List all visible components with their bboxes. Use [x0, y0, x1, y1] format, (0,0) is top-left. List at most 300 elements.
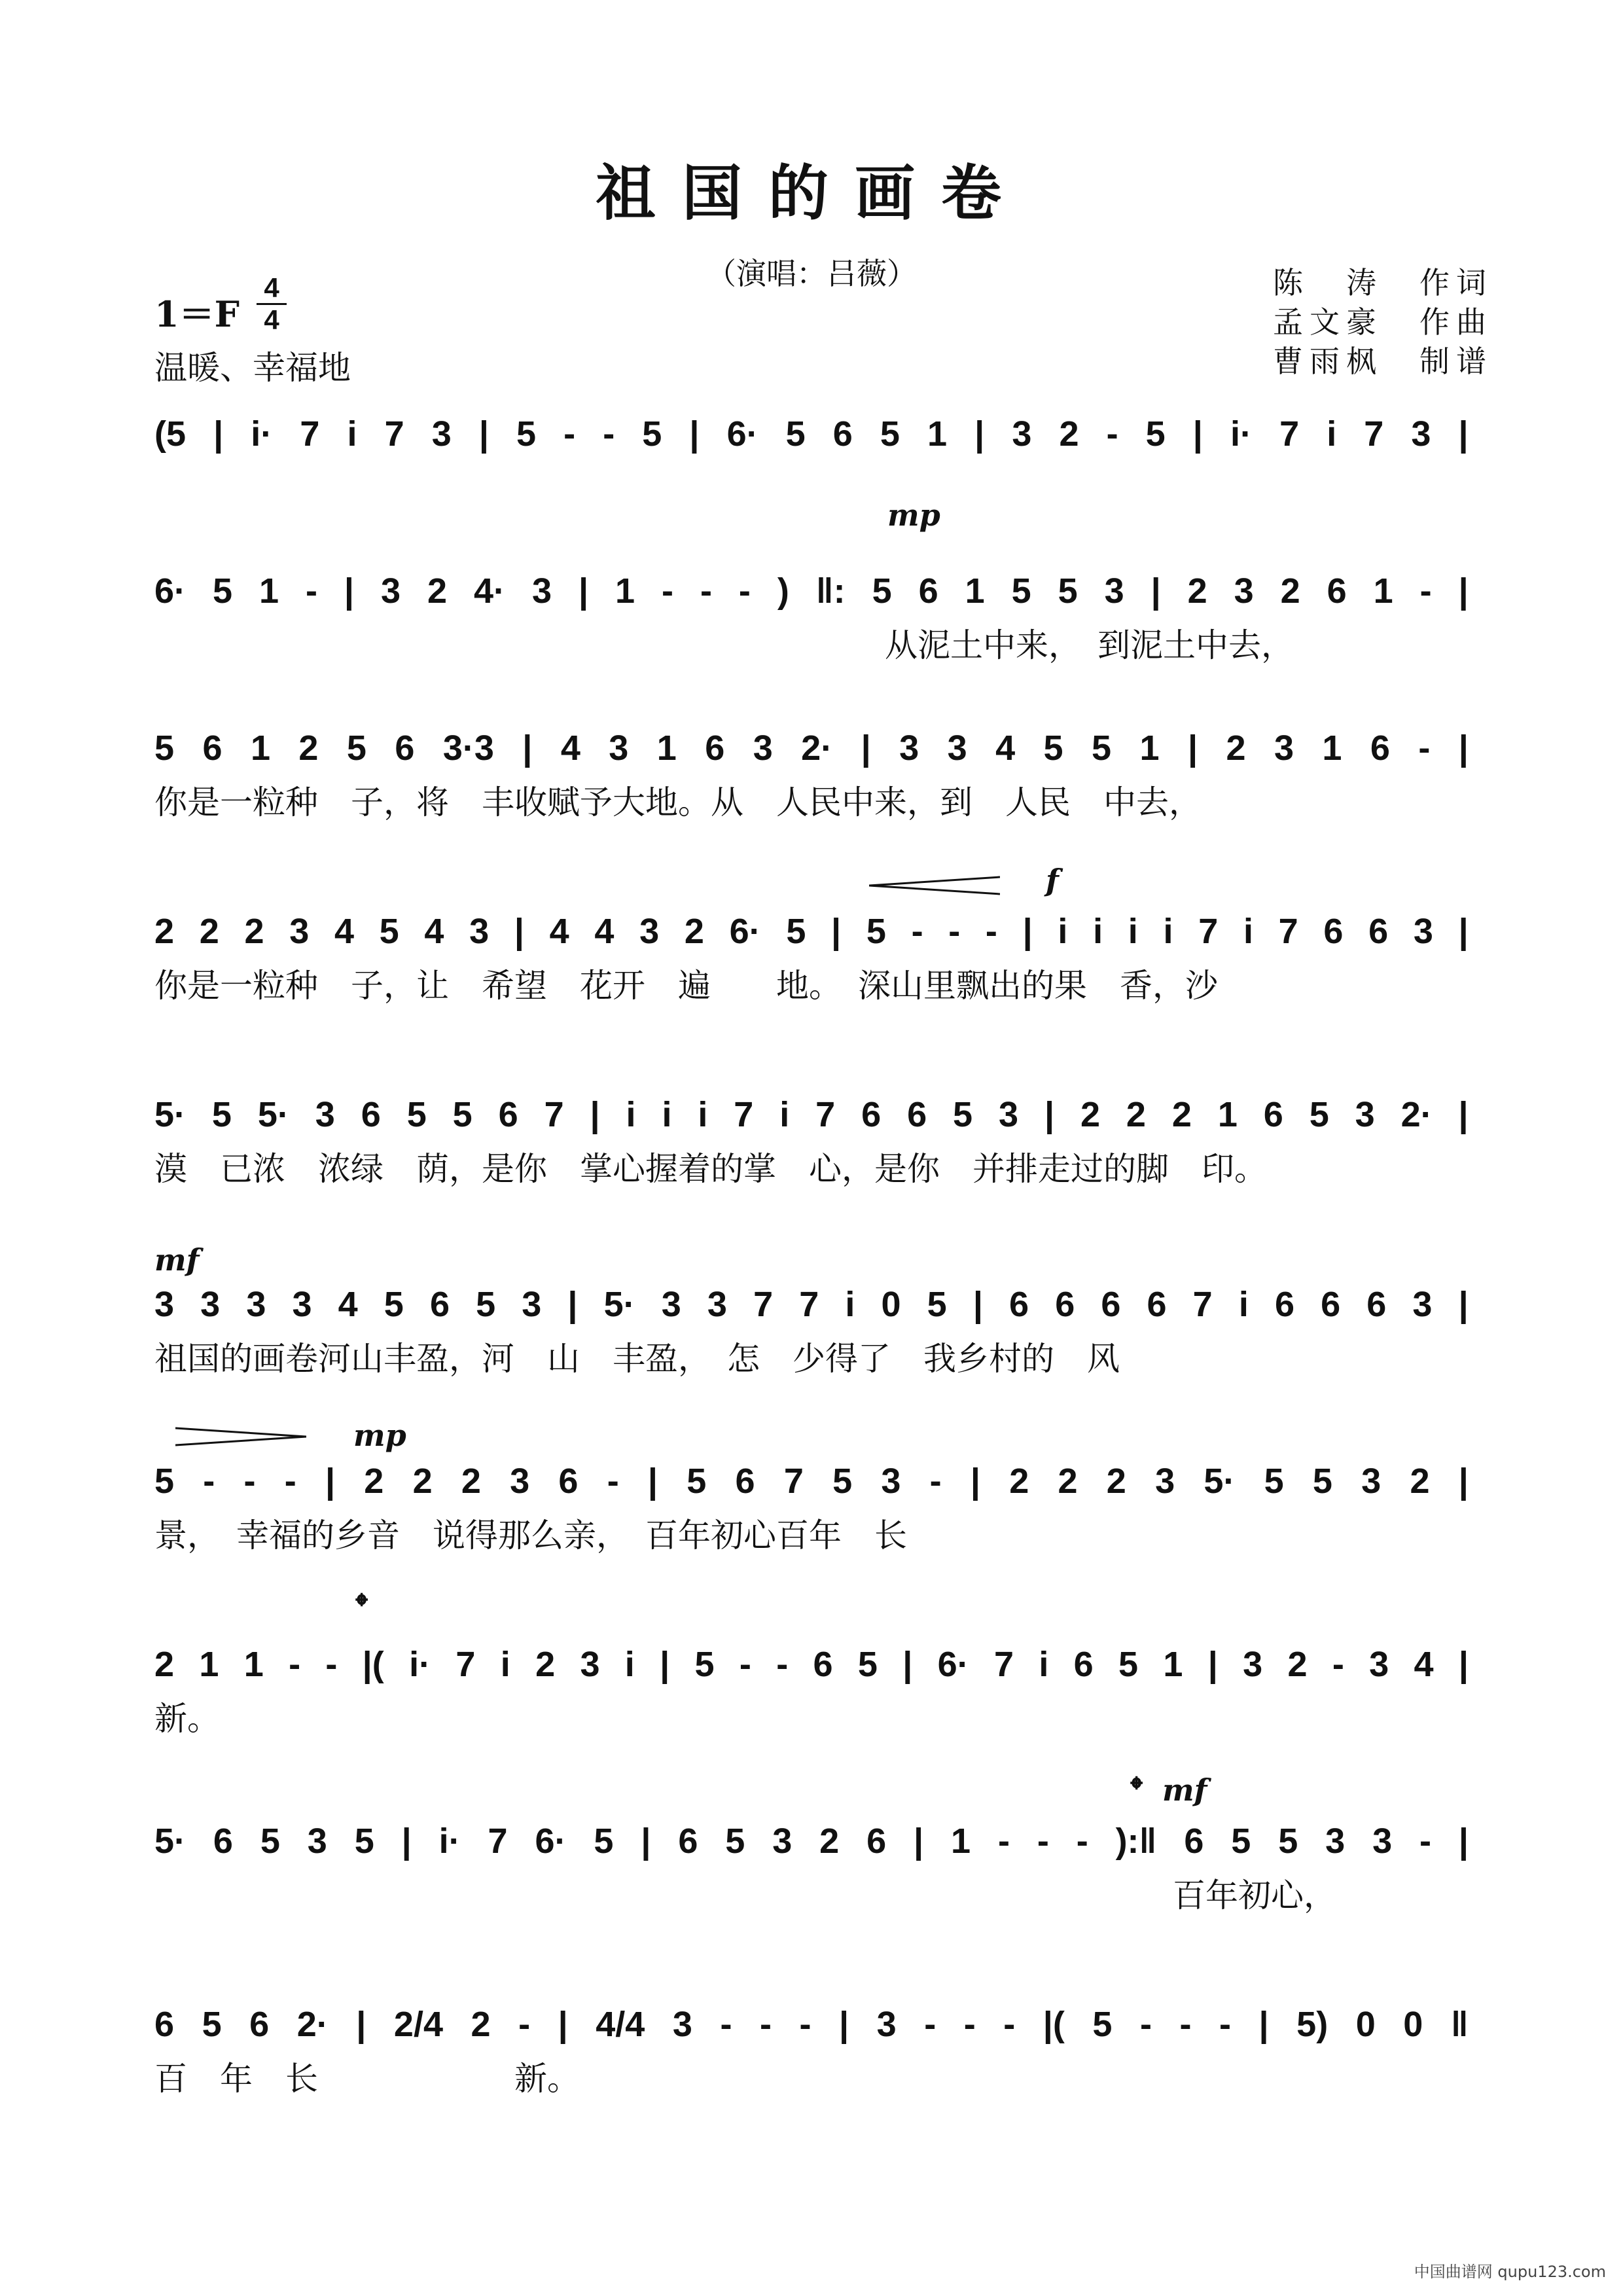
note: i [779, 1095, 790, 1134]
note: 5 [379, 912, 399, 951]
note: 4· [473, 571, 505, 611]
note: 6 [1263, 1095, 1283, 1134]
note: 3 [1413, 912, 1433, 951]
note: 5 [1058, 571, 1078, 611]
note: 5 [1092, 2005, 1113, 2044]
note: 4 [338, 1285, 358, 1324]
note: - [1418, 728, 1431, 768]
note: 5 [452, 1095, 473, 1134]
note: - [759, 2005, 772, 2044]
note: 2 [1080, 1095, 1100, 1134]
barline: | [647, 1462, 658, 1501]
note: 6 [1368, 912, 1389, 951]
note: 5 [406, 1095, 427, 1134]
note: 5 [346, 728, 366, 768]
note: 7 [1364, 414, 1384, 454]
note: 2 [364, 1462, 384, 1501]
note: - [911, 912, 923, 951]
note: 5 [1118, 1645, 1139, 1684]
note: - [1037, 1821, 1049, 1861]
note: 6 [395, 728, 415, 768]
note: 3 [289, 912, 310, 951]
note: i· [1230, 414, 1252, 454]
note: i [662, 1095, 672, 1134]
note: 6 [861, 1095, 882, 1134]
note: 6 [249, 2005, 270, 2044]
barline: | [1458, 414, 1469, 454]
barline: | [1044, 1095, 1055, 1134]
note: 5 [154, 728, 175, 768]
note: 2 [427, 571, 448, 611]
note: 7 [488, 1821, 508, 1861]
note: i [1238, 1285, 1249, 1324]
time-signature-bottom: 4 [264, 304, 279, 335]
note: 5 [866, 912, 886, 951]
note: 3 [1369, 1645, 1389, 1684]
note: - [948, 912, 961, 951]
note: 6 [918, 571, 938, 611]
note: 5 [594, 1821, 614, 1861]
note: 5 [832, 1462, 853, 1501]
note: 1 [1139, 728, 1160, 768]
barline: | [522, 728, 533, 768]
note: 5 [202, 2005, 222, 2044]
note: 6 [1323, 912, 1344, 951]
note: 6· [535, 1821, 567, 1861]
time-signature [257, 274, 287, 334]
note: 1 [1163, 1645, 1183, 1684]
note: - [243, 1462, 256, 1501]
lyricist-credit: 陈 涛 作词 [1273, 265, 1493, 300]
note: 3 [292, 1285, 312, 1324]
notation-line [154, 2004, 1469, 2045]
note: 5 [212, 571, 233, 611]
note: 5 [642, 414, 662, 454]
barline: | [213, 414, 224, 454]
note: 3 [315, 1095, 335, 1134]
note: - [1139, 2005, 1152, 2044]
note: 3 [1372, 1821, 1393, 1861]
note: 1 [965, 571, 985, 611]
note: 6 [1055, 1285, 1075, 1324]
notation-line [154, 1094, 1469, 1135]
note: 2 [412, 1462, 433, 1501]
note: 6· [729, 912, 761, 951]
note: 6 [1327, 571, 1347, 611]
note: 5 [1092, 728, 1112, 768]
note: - [738, 571, 751, 611]
note: 3 [200, 1285, 221, 1324]
note: 3 [1012, 414, 1032, 454]
barline: | [1458, 1285, 1469, 1324]
page-title: 祖国的画卷 [595, 158, 1027, 228]
note: 3 [1361, 1462, 1382, 1501]
note: - [963, 2005, 976, 2044]
note: - [700, 571, 712, 611]
note: 3 [307, 1821, 327, 1861]
note: 3 [998, 1095, 1019, 1134]
note: 5 [1278, 1821, 1298, 1861]
note: 1 [615, 571, 635, 611]
note: 3 [1155, 1462, 1175, 1501]
note: 3 [876, 2005, 897, 2044]
note: 5 [786, 912, 806, 951]
note: - [1106, 414, 1118, 454]
note: 4 [560, 728, 580, 768]
note: 4 [594, 912, 615, 951]
note: 6 [361, 1095, 381, 1134]
note: 5 [383, 1285, 404, 1324]
note: 5 [927, 1285, 947, 1324]
note: - [325, 1645, 338, 1684]
note: 5 [260, 1821, 280, 1861]
barline: | [590, 1095, 600, 1134]
note: 5 [872, 571, 892, 611]
note: 6 [213, 1821, 233, 1861]
note: 3 [522, 1285, 542, 1324]
note: 2 [1059, 414, 1079, 454]
barline: | [1458, 1095, 1469, 1134]
note: 3 [1243, 1645, 1263, 1684]
note: 2· [296, 2005, 329, 2044]
note: 2 [154, 912, 175, 951]
note: 2· [801, 728, 833, 768]
note: 6 [832, 414, 853, 454]
note: - [924, 2005, 936, 2044]
note: 5 [1043, 728, 1063, 768]
barline: | [1187, 728, 1198, 768]
note: 3 [469, 912, 490, 951]
note: 4 [549, 912, 569, 951]
note: 3 [1104, 571, 1124, 611]
notation-line [154, 571, 1469, 611]
note: 5 [1312, 1462, 1332, 1501]
note: i [1093, 912, 1103, 951]
notation-line [154, 414, 1469, 454]
note: 1 [951, 1821, 971, 1861]
time-signature-top: 4 [264, 272, 279, 303]
barline: | [861, 728, 871, 768]
note: 3 [1412, 1285, 1433, 1324]
note: 6 [705, 728, 725, 768]
barline: | [689, 414, 700, 454]
note: 2 [819, 1821, 840, 1861]
note: 6 [1147, 1285, 1167, 1324]
note: 5 [694, 1645, 715, 1684]
notation-line [154, 1644, 1469, 1685]
note: 6 [678, 1821, 698, 1861]
note: - [1419, 571, 1432, 611]
note: 1 [1373, 571, 1393, 611]
note: - [518, 2005, 531, 2044]
note: - [799, 2005, 812, 2044]
note: 3 [899, 728, 919, 768]
dynamic-mark: mp [353, 1418, 406, 1453]
note: 7 [300, 414, 320, 454]
note: 5· [1204, 1462, 1236, 1501]
barline: | [660, 1645, 670, 1684]
note: 5 [211, 1095, 232, 1134]
note: i [1058, 912, 1068, 951]
note: - [985, 912, 997, 951]
note: - [203, 1462, 215, 1501]
note: i [845, 1285, 855, 1324]
barline: ):‖ [1115, 1821, 1157, 1861]
note: 6 [1274, 1285, 1294, 1324]
note: 2 [1226, 728, 1246, 768]
note: i· [438, 1821, 461, 1861]
note: 3 [707, 1285, 727, 1324]
note: 7 [815, 1095, 836, 1134]
note: 7 [993, 1645, 1014, 1684]
note: 7 [384, 414, 404, 454]
note: 2 [154, 1645, 175, 1684]
note: 2 [684, 912, 704, 951]
note: i [698, 1095, 708, 1134]
note: 6 [866, 1821, 887, 1861]
note: 3 [380, 571, 401, 611]
note: 1 [199, 1645, 219, 1684]
note: 4 [1414, 1645, 1434, 1684]
note: 7 [455, 1645, 476, 1684]
note: 4/4 [596, 2005, 645, 2044]
note: 2· [1400, 1095, 1433, 1134]
note: 5 [1264, 1462, 1284, 1501]
diminuendo-hairpin [175, 1427, 306, 1446]
note: 6 [154, 2005, 175, 2044]
note: 2 [461, 1462, 481, 1501]
lyric-line: 从泥土中来， 到泥土中去， [885, 626, 1294, 664]
lyric-line: 你是一粒种 子，让 希望 花开 遍 地。 深山里飘出的果 香，沙 [154, 967, 1218, 1005]
note: 2 [244, 912, 264, 951]
barline: | [902, 1645, 913, 1684]
barline: | [1192, 414, 1203, 454]
lyric-line: 景， 幸福的乡音 说得那么亲， 百年初心百年 长 [154, 1516, 907, 1554]
barline: | [839, 2005, 849, 2044]
note: 2 [1106, 1462, 1126, 1501]
barline: | [974, 414, 985, 454]
note: - [284, 1462, 296, 1501]
note: - [1332, 1645, 1344, 1684]
barline: | [344, 571, 355, 611]
lyric-line: 漠 已浓 浓绿 荫，是你 掌心握着的掌 心，是你 并排走过的脚 印。 [154, 1150, 1267, 1188]
note: 4 [995, 728, 1016, 768]
note: 5 [1231, 1821, 1251, 1861]
note: 6 [1073, 1645, 1094, 1684]
note: i [500, 1645, 510, 1684]
note: i [1243, 912, 1253, 951]
note: 2 [1287, 1645, 1308, 1684]
lyric-line: 祖国的画卷河山丰盈，河 山 丰盈， 怎 少得了 我乡村的 风 [154, 1340, 1120, 1378]
notation-line [154, 1284, 1469, 1325]
barline: | [567, 1285, 578, 1324]
note: 3 [881, 1462, 901, 1501]
note: i [1128, 912, 1138, 951]
note: 6 [907, 1095, 927, 1134]
note: i [1327, 414, 1337, 454]
note: - [776, 1645, 789, 1684]
note: 0 [1355, 2005, 1376, 2044]
note: - [607, 1462, 619, 1501]
note: - [1003, 2005, 1016, 2044]
note: 1 [927, 414, 948, 454]
barline: | [1458, 728, 1469, 768]
notation-line [154, 1821, 1469, 1861]
note: 7 [799, 1285, 819, 1324]
crescendo-hairpin [869, 876, 1000, 895]
note: 3 [1411, 414, 1431, 454]
note: 6 [1009, 1285, 1029, 1324]
note: 5 [154, 1462, 175, 1501]
note: 5 [725, 1821, 745, 1861]
note: 2 [1126, 1095, 1146, 1134]
note: 3·3 [442, 728, 494, 768]
note: 3 [246, 1285, 266, 1324]
barline: | [1458, 912, 1469, 951]
note: 6· [154, 571, 187, 611]
note: 4 [334, 912, 354, 951]
note: 6 [498, 1095, 518, 1134]
note: 5· [603, 1285, 635, 1324]
note: 3 [431, 414, 452, 454]
note: |( [362, 1645, 384, 1684]
note: 2 [1171, 1095, 1192, 1134]
note: 7 [1278, 912, 1298, 951]
note: i [1163, 912, 1173, 951]
barline: | [1022, 912, 1033, 951]
barline: | [1258, 2005, 1269, 2044]
note: 5 [785, 414, 806, 454]
dynamic-mark: mf [1162, 1772, 1207, 1808]
note: 1 [1217, 1095, 1238, 1134]
note: 3 [661, 1285, 681, 1324]
note: i· [251, 414, 273, 454]
note: 5 [1011, 571, 1031, 611]
note: 1 [259, 571, 279, 611]
note: 5· [154, 1821, 187, 1861]
composer-credit: 孟文豪 作曲 [1273, 304, 1493, 340]
note: 0 [881, 1285, 901, 1324]
note: 5 [953, 1095, 973, 1134]
arranger-credit: 曹雨枫 制谱 [1273, 344, 1493, 379]
barline: | [1207, 1645, 1218, 1684]
note: - [603, 414, 615, 454]
note: - [1219, 2005, 1231, 2044]
note: 3 [154, 1285, 175, 1324]
barline: | [578, 571, 589, 611]
note: 2 [1058, 1462, 1078, 1501]
note: - [929, 1462, 942, 1501]
barline: | [831, 912, 842, 951]
barline: | [478, 414, 489, 454]
note: 6 [735, 1462, 755, 1501]
note: 3 [772, 1821, 793, 1861]
barline: | [1458, 571, 1469, 611]
notation-line [154, 911, 1469, 952]
note: 2 [199, 912, 219, 951]
note: 2/4 [393, 2005, 443, 2044]
note: - [563, 414, 576, 454]
barline: | [514, 912, 524, 951]
barline: | [1458, 1821, 1469, 1861]
note: 1 [250, 728, 270, 768]
barline: | [356, 2005, 366, 2044]
note: 7 [1192, 1285, 1213, 1324]
note: 2 [535, 1645, 556, 1684]
barline: | [972, 1285, 983, 1324]
barline: ‖: [815, 571, 846, 611]
note: 3 [639, 912, 660, 951]
note: (5 [154, 414, 187, 454]
note: 6 [558, 1462, 579, 1501]
barline: | [325, 1462, 336, 1501]
note: 3 [1234, 571, 1254, 611]
barline: ‖ [1450, 2005, 1469, 2044]
barline: | [970, 1462, 980, 1501]
note: ) [777, 571, 789, 611]
note: 6 [1321, 1285, 1341, 1324]
note: i [1039, 1645, 1049, 1684]
note: 1 [243, 1645, 264, 1684]
note: 6· [726, 414, 758, 454]
note: 3 [1325, 1821, 1346, 1861]
note: 3 [510, 1462, 530, 1501]
barline: | [558, 2005, 568, 2044]
note: i [626, 1095, 636, 1134]
note: - [739, 1645, 751, 1684]
dynamic-mark: mf [154, 1242, 200, 1278]
note: - [1179, 2005, 1192, 2044]
note: 3 [1355, 1095, 1375, 1134]
dynamic-mark: f [1046, 863, 1059, 898]
note: 5 [1309, 1095, 1329, 1134]
note: 6 [202, 728, 223, 768]
note: - [305, 571, 317, 611]
note: i [624, 1645, 635, 1684]
note: 3 [580, 1645, 600, 1684]
barline: | [914, 1821, 924, 1861]
note: 1 [656, 728, 677, 768]
note: 3 [531, 571, 552, 611]
key-signature: 1＝F [154, 293, 240, 335]
note: 5· [154, 1095, 187, 1134]
note: 5) [1296, 2005, 1329, 2044]
note: 6 [1370, 728, 1390, 768]
note: 5 [857, 1645, 878, 1684]
notation-line [154, 728, 1469, 768]
note: 2 [1009, 1462, 1029, 1501]
note: 7 [734, 1095, 754, 1134]
lyric-line: 百 年 长 新。 [154, 2060, 580, 2098]
watermark: 中国曲谱网 qupu123.com [1414, 2263, 1606, 2281]
note: 3 [609, 728, 629, 768]
dynamic-mark: mp [887, 497, 940, 533]
note: 5· [257, 1095, 289, 1134]
tempo-marking: 温暖、幸福地 [154, 349, 351, 387]
notation-line [154, 1461, 1469, 1501]
note: 0 [1403, 2005, 1423, 2044]
note: 2 [471, 2005, 491, 2044]
note: 6 [1101, 1285, 1121, 1324]
note: 7 [1279, 414, 1300, 454]
note: 4 [424, 912, 444, 951]
note: 3 [947, 728, 967, 768]
barline: | [1458, 1462, 1469, 1501]
barline: | [401, 1821, 412, 1861]
note: |( [1043, 2005, 1065, 2044]
note: 5 [1145, 414, 1166, 454]
note: 6· [937, 1645, 969, 1684]
